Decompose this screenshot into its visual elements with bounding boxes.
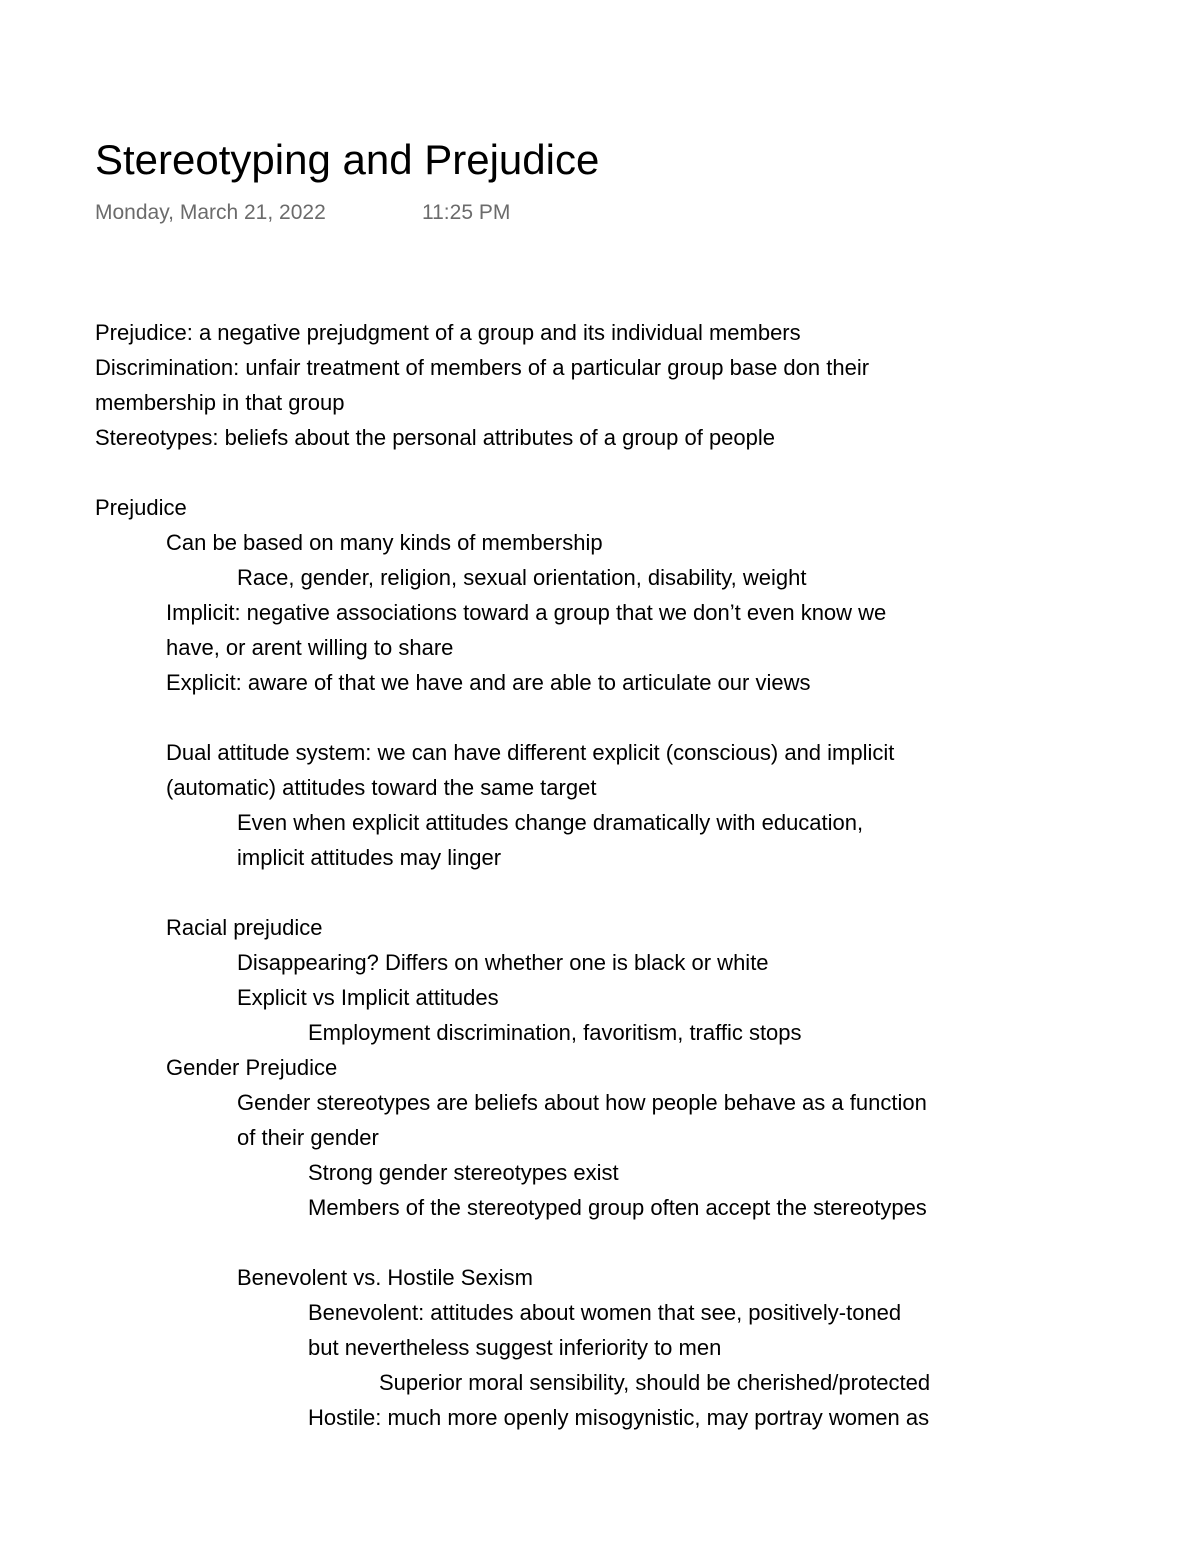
outline-line: Disappearing? Differs on whether one is black or white (237, 950, 769, 975)
outline-line: Stereotypes: beliefs about the personal attributes of a group of people (95, 425, 776, 450)
outline-line: Race, gender, religion, sexual orientation, disability, weight (237, 565, 807, 590)
blank-line (95, 455, 1095, 490)
outline-line: Explicit vs Implicit attitudes (237, 985, 499, 1010)
outline-line: (automatic) attitudes toward the same target (166, 775, 597, 800)
outline-line: Strong gender stereotypes exist (308, 1160, 619, 1185)
outline-line: Discrimination: unfair treatment of members of a particular group base don their (95, 355, 870, 380)
outline-line: Prejudice: a negative prejudgment of a group and its individual members (95, 320, 801, 345)
outline-line: of their gender (237, 1125, 379, 1150)
outline-line: Hostile: much more openly misogynistic, may portray women as (308, 1405, 930, 1430)
outline-line: but nevertheless suggest inferiority to men (308, 1335, 722, 1360)
blank-line (95, 875, 1095, 910)
outline-line: Gender stereotypes are beliefs about how people behave as a function (237, 1090, 927, 1115)
outline-line: Benevolent vs. Hostile Sexism (237, 1265, 533, 1290)
outline-line: Employment discrimination, favoritism, traffic stops (308, 1020, 802, 1045)
outline-line: Prejudice (95, 495, 187, 520)
outline-line: Superior moral sensibility, should be cherished/protected (379, 1370, 931, 1395)
page-title: Stereotyping and Prejudice (95, 136, 600, 183)
blank-line (95, 700, 1095, 735)
outline-line: Can be based on many kinds of membership (166, 530, 603, 555)
outline-line: Members of the stereotyped group often accept the stereotypes (308, 1195, 927, 1220)
blank-line (95, 1225, 1095, 1260)
outline-line: membership in that group (95, 390, 345, 415)
note-date: Monday, March 21, 2022 (95, 201, 326, 224)
note-timestamp (95, 198, 511, 228)
outline-line: Dual attitude system: we can have different explicit (conscious) and implicit (166, 740, 895, 765)
note-time: 11:25 PM (422, 201, 511, 224)
outline-line: Explicit: aware of that we have and are able to articulate our views (166, 670, 811, 695)
outline-line: Benevolent: attitudes about women that see, positively-toned (308, 1300, 902, 1325)
outline-line: Racial prejudice (166, 915, 323, 940)
outline-line: Even when explicit attitudes change dramatically with education, (237, 810, 864, 835)
outline-line: implicit attitudes may linger (237, 845, 502, 870)
outline-line: Implicit: negative associations toward a group that we don’t even know we (166, 600, 887, 625)
outline-line: have, or arent willing to share (166, 635, 454, 660)
note-body (95, 315, 1095, 1435)
outline-line: Gender Prejudice (166, 1055, 338, 1080)
